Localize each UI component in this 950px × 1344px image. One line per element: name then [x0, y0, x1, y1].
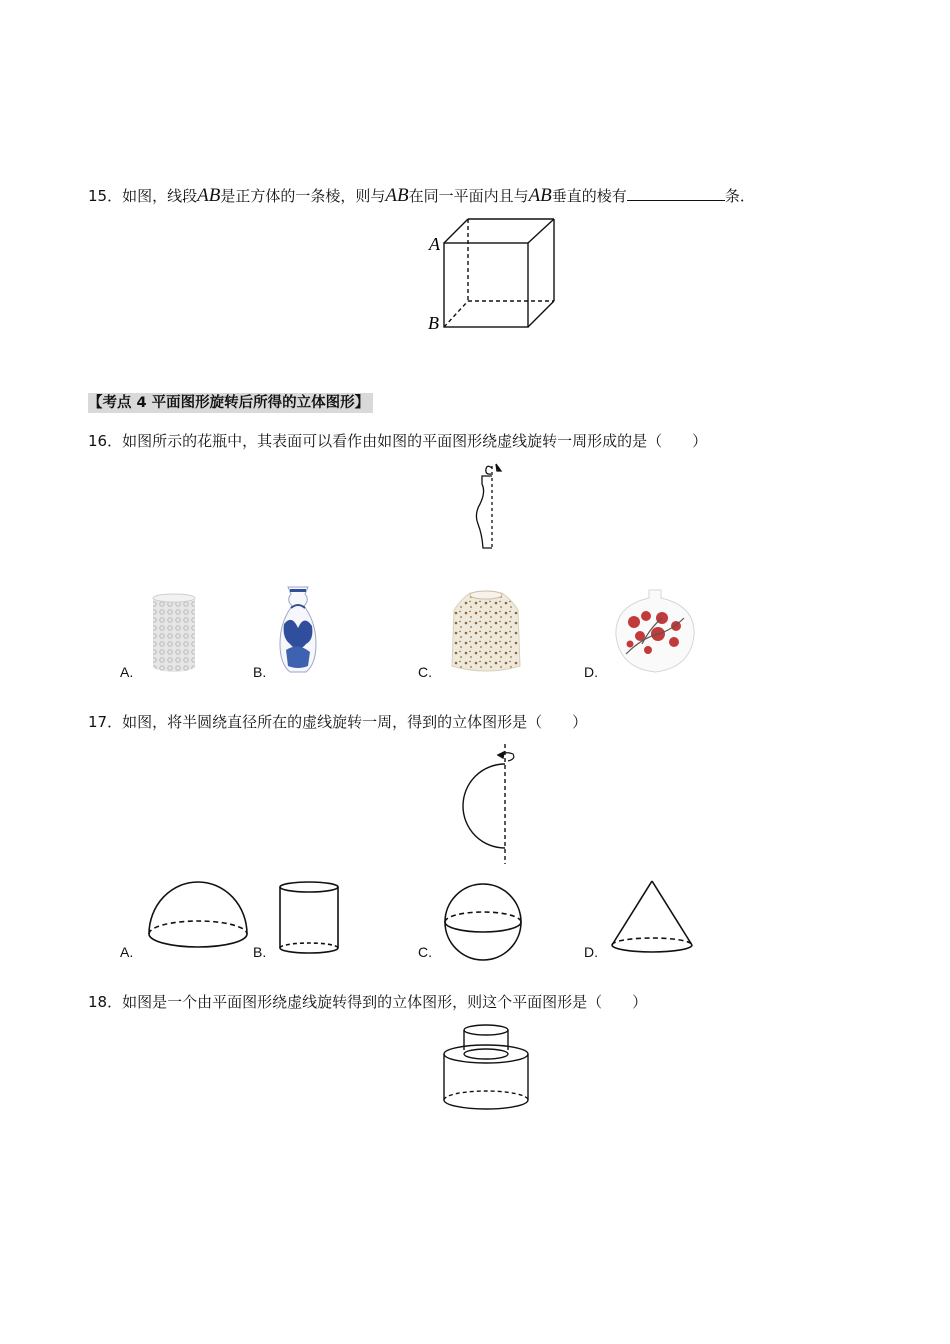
option-b-label[interactable]: B.: [253, 944, 267, 960]
stacked-cylinder-figure: [442, 1020, 532, 1118]
question-15: 15．如图，线段AB是正方体的一条棱，则与AB在同一平面内且与AB垂直的棱有 条．: [88, 185, 755, 206]
vase-option-b[interactable]: [276, 584, 320, 676]
question-number: 17．: [88, 713, 123, 731]
vase-profile-figure: [470, 462, 520, 554]
semicircle-figure: [455, 742, 525, 866]
vertex-a-label: A: [429, 234, 440, 254]
sphere-option-c[interactable]: [441, 880, 525, 964]
question-number: 16．: [88, 432, 123, 450]
cylinder-option-b[interactable]: [278, 880, 342, 960]
question-18: 18．如图是一个由平面图形绕虚线旋转得到的立体图形，则这个平面图形是（ ）: [88, 993, 648, 1011]
question-16: 16．如图所示的花瓶中，其表面可以看作由如图的平面图形绕虚线旋转一周形成的是（ ）: [88, 432, 708, 450]
vase-option-c[interactable]: [444, 590, 528, 676]
vase-option-a[interactable]: [150, 592, 198, 674]
option-a-label[interactable]: A.: [120, 944, 134, 960]
option-a-label[interactable]: A.: [120, 664, 134, 680]
question-number: 18．: [88, 993, 123, 1011]
question-17: 17．如图，将半圆绕直径所在的虚线旋转一周，得到的立体图形是（ ）: [88, 713, 588, 731]
option-b-label[interactable]: B.: [253, 664, 267, 680]
answer-blank[interactable]: [627, 186, 725, 201]
question-number: 15．: [88, 187, 123, 205]
vase-option-d[interactable]: [612, 588, 698, 674]
segment-ab: AB: [197, 185, 221, 206]
cube-figure: [420, 215, 570, 335]
option-d-label[interactable]: D.: [584, 944, 598, 960]
segment-ab: AB: [528, 185, 552, 206]
cone-option-d[interactable]: [608, 878, 696, 958]
option-d-label[interactable]: D.: [584, 664, 598, 680]
option-c-label[interactable]: C.: [418, 944, 432, 960]
section-title: 【考点 4 平面图形旋转后所得的立体图形】: [88, 393, 373, 413]
hemisphere-option-a[interactable]: [145, 878, 251, 958]
vertex-b-label: B: [428, 313, 439, 333]
segment-ab: AB: [385, 185, 409, 206]
option-c-label[interactable]: C.: [418, 664, 432, 680]
